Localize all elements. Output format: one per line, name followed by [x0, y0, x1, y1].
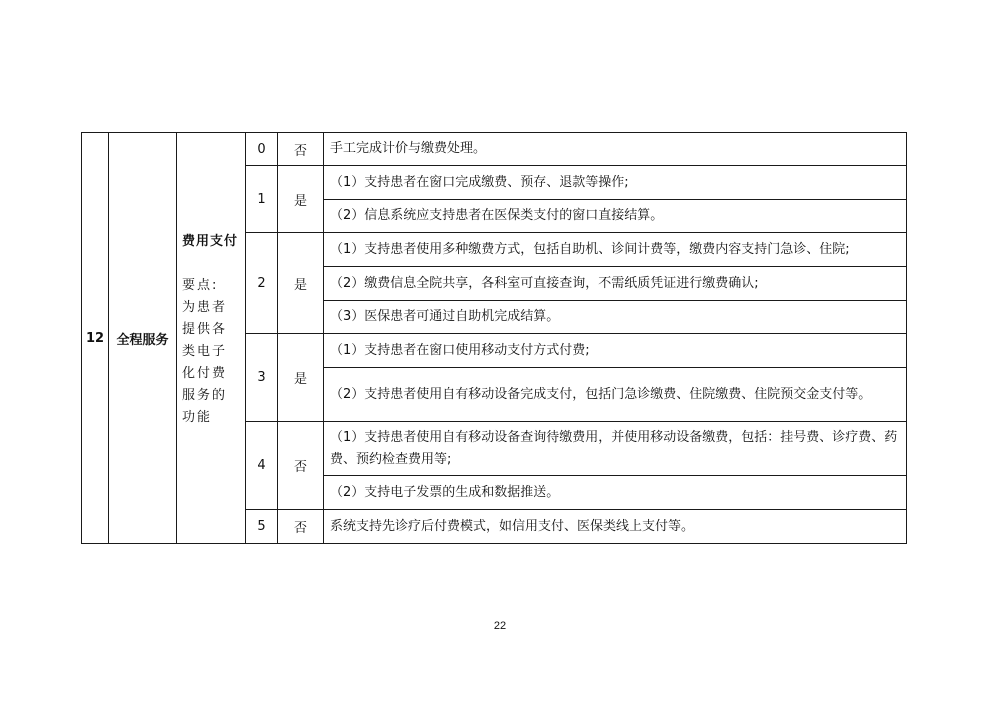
- level-cell: 1: [246, 166, 278, 233]
- requirement-item: （1）支持患者在窗口使用移动支付方式付费;: [324, 334, 907, 368]
- function-cell: [177, 133, 246, 544]
- requirement-item: （2）支持患者使用自有移动设备完成支付，包括门急诊缴费、住院缴费、住院预交金支付等。: [324, 368, 907, 422]
- requirement-item: （2）支持电子发票的生成和数据推送。: [324, 476, 907, 510]
- level-cell: 0: [246, 133, 278, 166]
- key-points-text: 为患者提供各类电子化付费服务的功能: [182, 300, 228, 425]
- requirement-item: 系统支持先诊疗后付费模式，如信用支付、医保类线上支付等。: [324, 510, 907, 544]
- required-cell: 是: [278, 233, 324, 334]
- requirement-item: （1）支持患者使用多种缴费方式，包括自助机、诊间计费等，缴费内容支持门急诊、住院;: [324, 233, 907, 267]
- category-cell: 全程服务: [109, 133, 177, 544]
- requirement-item: （2）缴费信息全院共享，各科室可直接查询，不需纸质凭证进行缴费确认;: [324, 267, 907, 301]
- level-cell: 2: [246, 233, 278, 334]
- required-cell: 否: [278, 510, 324, 544]
- required-cell: 是: [278, 334, 324, 422]
- requirement-item: （2）信息系统应支持患者在医保类支付的窗口直接结算。: [324, 200, 907, 233]
- required-cell: 否: [278, 133, 324, 166]
- required-cell: 是: [278, 166, 324, 233]
- page-number: 22: [493, 620, 507, 632]
- level-cell: 3: [246, 334, 278, 422]
- requirement-item: （1）支持患者在窗口完成缴费、预存、退款等操作;: [324, 166, 907, 200]
- function-title: 费用支付: [182, 234, 239, 249]
- level-cell: 4: [246, 422, 278, 510]
- key-points-label: 要点:: [182, 278, 219, 293]
- requirement-item: 手工完成计价与缴费处理。: [324, 133, 907, 166]
- requirement-item: （1）支持患者使用自有移动设备查询待缴费用，并使用移动设备缴费，包括：挂号费、诊疗费、药费、预约检查费用等;: [324, 422, 907, 476]
- table-row: [82, 133, 907, 166]
- requirement-item: （3）医保患者可通过自助机完成结算。: [324, 301, 907, 334]
- evaluation-table: [81, 132, 907, 544]
- row-number: 12: [82, 133, 109, 544]
- level-cell: 5: [246, 510, 278, 544]
- required-cell: 否: [278, 422, 324, 510]
